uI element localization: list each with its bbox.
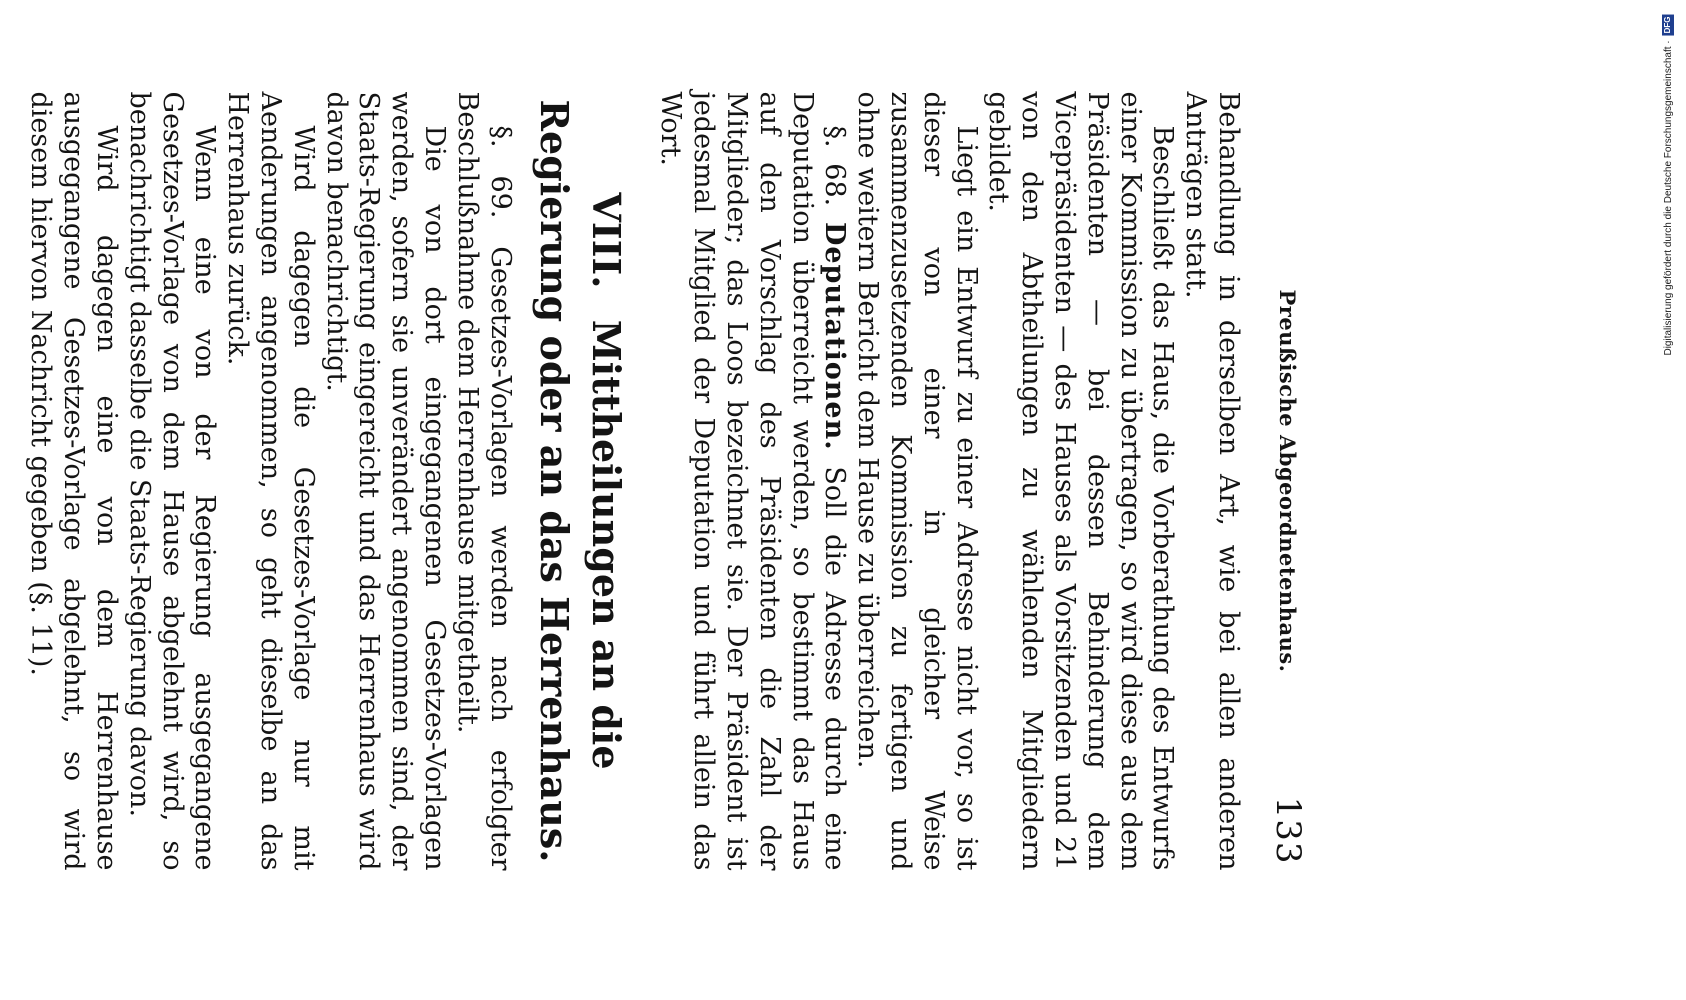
chapter-heading	[528, 91, 632, 870]
page-header	[1252, 91, 1312, 870]
section-68-title: Deputationen.	[819, 221, 851, 451]
book-page	[25, 91, 1312, 870]
section-69-number: §. 69.	[484, 125, 516, 218]
paragraph-adresse-behandlung: Behandlung in derselben Art, wie bei allen anderen Anträgen statt.	[1180, 91, 1244, 870]
dfg-logo-icon: DFG	[1663, 16, 1672, 34]
chapter-numeral: VIII.	[583, 191, 629, 288]
running-head: Preußische Abgeordnetenhaus.	[1275, 289, 1300, 672]
paragraph-regierung-vorlage: Wenn eine von der Regierung ausgegangene Gesetzes-Vorlage von dem Hause abgelehnt wird, so benachrichtigt dasselbe die Staats-Regierung davon.	[123, 91, 221, 870]
paragraph-kommission: Beschließt das Haus, die Vorberathung des Entwurfs einer Kommission zu übertragen, so wird diese aus dem Präsidenten — bei dessen Behinderung dem Vicepräsidenten — des Hauses als Vorsitzenden und 21 von den Abtheilungen zu wählenden Mitgliedern gebildet.	[983, 91, 1179, 870]
chapter-title: Mittheilungen an die Regierung oder an das Herrenhaus.	[531, 98, 629, 863]
paragraph-aenderungen: Wird dagegen die Gesetzes-Vorlage nur mit Aenderungen angenommen, so geht dieselbe an das Herrenhaus zurück.	[222, 91, 319, 870]
section-69	[450, 91, 516, 870]
page-number: 133	[1268, 796, 1308, 864]
paragraph-eingegangene-vorlagen: Die von dort eingegangenen Gesetzes-Vorlagen werden, sofern sie unverändert angenommen sind, der Staats-Regierung eingereicht und das Herrenhaus wird davon benachrichtigt.	[320, 91, 451, 870]
paragraph-herrenhaus-vorlage: Wird dagegen eine von dem Herrenhause ausgegangene Gesetzes-Vorlage abgelehnt, so wird diesem hiervon Nachricht gegeben (§. 11).	[25, 91, 123, 870]
section-68-number: §. 68.	[819, 125, 851, 206]
digitization-credit-text: Digitalisierung gefördert durch die Deutsche Forschungsgemeinschaft ·	[1662, 40, 1674, 356]
section-69-text: Gesetzes-Vorlagen werden nach erfolgter Beschlußnahme dem Herrenhause mitgetheilt.	[451, 91, 516, 870]
section-68	[654, 91, 851, 870]
section-68-text: Soll die Adresse durch eine Deputation überreicht werden, so bestimmt das Haus auf den Vorschlag des Präsidenten die Zahl der Mitglieder; das Loos bezeichnet sie. Der Präsident ist jedesmal Mitglied der Deputation und führt allein das Wort.	[655, 91, 851, 870]
paragraph-entwurf: Liegt ein Entwurf zu einer Adresse nicht vor, so ist dieser von einer in gleicher Weise zusammenzusetzenden Kommission zu fertigen und ohne weitern Bericht dem Hause zu überreichen.	[852, 91, 982, 870]
rotated-page-content	[25, 91, 1312, 870]
page-body	[0, 91, 1244, 870]
